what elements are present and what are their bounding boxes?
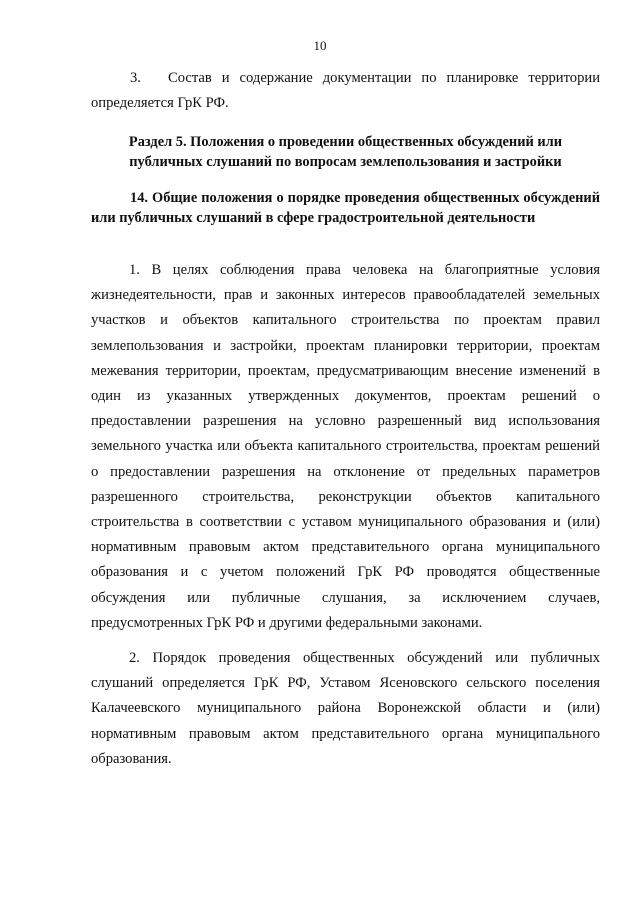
article-title: 14. Общие положения о порядке проведения общественных обсуждений или публичных слушаний в сфере градостроительной деятельности — [91, 190, 600, 226]
paragraph-2: 2. Порядок проведения общественных обсуждений или публичных слушаний определяется ГрК РФ, Уставом Ясеновского сельского поселения Калачеевского муниципального района Воронежской области и (или) нормативным правовым актом представительного органа муниципального образования. — [91, 650, 600, 767]
item-text: Состав и содержание документации по планировке территории определяется ГрК РФ. — [91, 70, 600, 112]
paragraph-item-3 — [91, 66, 600, 116]
item-number: 3. — [130, 70, 141, 86]
page-number: 10 — [313, 38, 327, 53]
section-title: Раздел 5. Положения о проведении общественных обсуждений или публичных слушаний по вопросам землепользования и застройки — [128, 134, 563, 170]
paragraph-1: 1. В целях соблюдения права человека на благоприятные условия жизнедеятельности, прав и законных интересов правообладателей земельных участков и объектов капитального строительства по проектам правил землепользования и застройки, проектам планировки территории, проектам межевания территории, проектам, предусматривающим внесение изменений в один из указанных утвержденных документов, проектам решений о предоставлении разрешения на условно разрешенный вид использования земельного участка или объекта капитального строительства, проектам решений о предоставлении разрешения на отклонение от предельных параметров разрешенного строительства, реконструкции объектов капитального строительства в соответствии с уставом муниципального образования и (или) нормативным правовым актом представительного органа муниципального образования и с учетом положений ГрК РФ проводятся общественные обсуждения или публичные слушания, за исключением случаев, предусмотренных ГрК РФ и другими федеральными законами. — [91, 262, 600, 631]
